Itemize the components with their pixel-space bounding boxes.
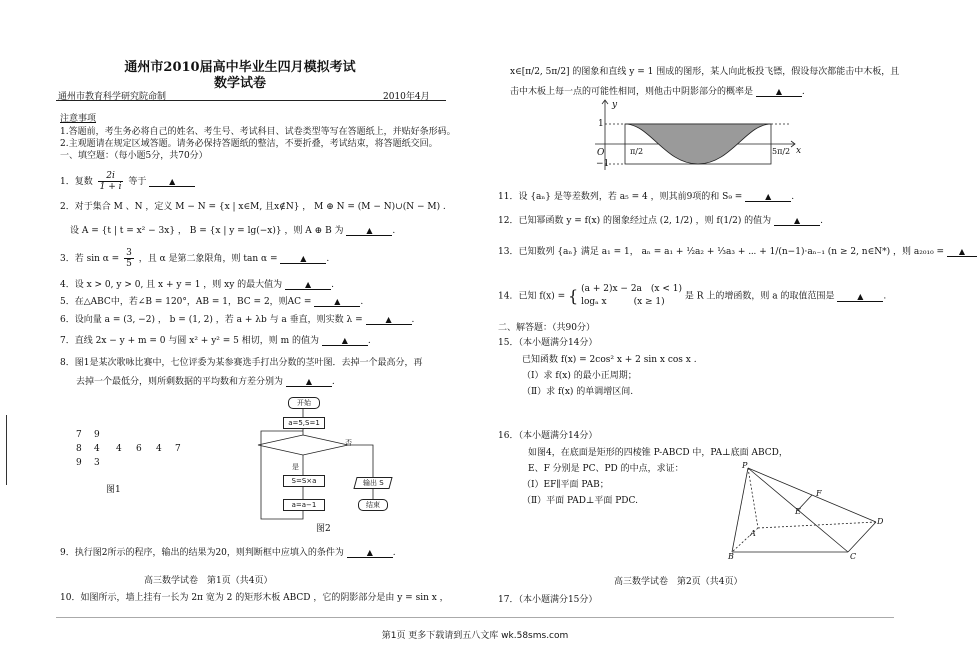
answer-blank[interactable] [280,254,326,264]
question-10-line-1: x∈[π/2, 5π/2] 的图象和直线 y = 1 围成的图形，某人向此板投飞镖，假设每次都能击中木板，且 [510,67,900,77]
question-15-line-3: （Ⅱ）求 f(x) 的单调增区间. [522,387,634,397]
section-1-heading: 一、填空题：（每小题5分，共70分） [60,151,208,161]
flow-no-label: 否 [345,439,352,447]
leaf-value: 4 [94,444,100,454]
figure-2-caption: 图2 [316,524,331,534]
question-3: 3．若 sin α = $\frac{3}{5}$ ，且 α 是第二象限角，则 tan α = ▲ . [60,248,330,269]
question-11: 11．设 {aₙ} 是等差数列，若 a₅ = 4 ，则其前9项的和 S₉ = ▲ . [498,192,795,202]
footer-page-2: 高三数学试卷 第2页（共4页） [614,577,743,587]
question-14: 14．已知 f(x) = { (a + 2)x − 2a (x < 1) logₐ x (x ≥ 1) 是 R 上的增函数，则 a 的取值范围是 ▲ . [498,284,887,307]
question-6: 6．设向量 a = (3, −2) ， b = (1, 2) ，若 a + λb 与 a 垂直，则实数 λ = ▲ . [60,315,415,325]
answer-blank[interactable] [366,315,412,325]
graph-x-label: x [796,146,802,156]
answer-blank[interactable] [947,247,977,257]
question-15-line-2: （Ⅰ）求 f(x) 的最小正周期； [522,371,637,381]
q3-fraction [124,248,134,269]
answer-blank[interactable] [745,192,791,202]
blank-marker-icon: ▲ [765,192,772,201]
pyramid-label-a: A [750,529,756,538]
leaf-value: 4 [156,444,162,454]
question-13 [498,244,977,257]
flow-step-multiply: S=S×a [283,475,325,487]
leaf-value: 3 [94,458,100,468]
q6-text: 6．设向量 a = (3, −2) ， b = (1, 2) ，若 a + λb 与 a 垂直，则实数 λ = [60,315,363,325]
question-10-line-2: 击中木板上每一点的可能性相同，则他击中阴影部分的概率是 ▲ . [510,87,805,97]
pyramid-label-p: P [742,461,748,470]
exam-subtitle: 数学试卷 [213,76,266,91]
blank-marker-icon: ▲ [857,291,864,301]
pyramid-label-d: D [877,517,884,526]
flow-output [353,477,392,489]
graph-y-label: y [612,100,618,110]
question-9: 9．执行图2所示的程序，输出的结果为20，则判断框中应填入的条件为 ▲ . [60,548,396,558]
blank-marker-icon: ▲ [341,336,348,345]
question-15-line-1: 已知函数 f(x) = 2cos² x + 2 sin x cos x . [522,355,697,365]
pyramid-label-f: F [816,489,822,498]
blank-marker-icon: ▲ [366,226,373,235]
pyramid-label-b: B [728,552,734,561]
q1-numerator: 2i [98,171,124,182]
q1-text: 1．复数 [60,177,93,187]
q2-text: 设 A = {t | t = x² − 3x} ， B = {x | y = lg(−x)} ，则 A ⊕ B 为 [70,226,344,236]
question-2-line-1: 2．对于集合 M 、N ，定义 M − N = {x | x∈M, 且x∉N} ， M ⊕ N = (M − N)∪(N − M) . [60,202,446,212]
answer-blank[interactable] [837,292,883,302]
q7-text: 7．直线 2x − y + m = 0 与圆 x² + y² = 5 相切，则 m 的值为 [60,336,319,346]
question-1 [60,171,195,192]
answer-blank[interactable] [347,548,393,558]
leaf-value: 9 [94,430,100,440]
q3-numerator: 3 [126,248,132,258]
answer-blank[interactable] [285,280,331,290]
graph-tick-pi-half: π/2 [630,147,644,156]
figure-1-caption: 图1 [106,485,121,495]
graph-tick-neg1: −1 [596,159,610,169]
blank-marker-icon: ▲ [775,87,782,96]
question-8-line-2: 去掉一个最低分，则所剩数据的平均数和方差分别为 ▲ . [76,377,335,387]
flow-step-decrement: a=a−1 [283,499,325,511]
flow-init: a=5,S=1 [283,417,325,429]
blank-marker-icon: ▲ [300,254,307,263]
q9-text: 9．执行图2所示的程序，输出的结果为20，则判断框中应填入的条件为 [60,548,344,558]
question-16-heading: 16．（本小题满分14分） [498,431,598,441]
q4-text: 4．设 x > 0, y > 0, 且 x + y = 1 ，则 xy 的最大值为 [60,280,283,290]
question-10-line-0: 10．如图所示，墙上挂有一长为 2π 宽为 2 的矩形木板 ABCD ，它的阴影部分是由 y = sin x ， [60,593,449,603]
q11-text: 11．设 {aₙ} 是等差数列，若 a₅ = 4 ，则其前9项的和 S₉ = [498,192,743,202]
answer-blank[interactable] [286,377,332,387]
exam-title: 通州市2010届高中毕业生四月模拟考试 [124,60,356,75]
question-7: 7．直线 2x − y + m = 0 与圆 x² + y² = 5 相切，则 m 的值为 ▲ . [60,336,371,346]
answer-blank[interactable] [322,336,368,346]
question-12: 12．已知幂函数 y = f(x) 的图象经过点 (2, 1/2) ，则 f(1/2) 的值为 ▲ . [498,216,823,226]
graph-origin-label: O [597,148,605,158]
flow-output-text: 输出 S [362,479,384,487]
sine-board-figure [595,98,805,173]
q3-denominator: 5 [126,259,132,269]
leaf-value: 4 [116,444,122,454]
leaf-value: 6 [136,444,142,454]
question-4: 4．设 x > 0, y > 0, 且 x + y = 1 ，则 xy 的最大值为 ▲ . [60,280,334,290]
question-5: 5．在△ABC中，若∠B = 120°，AB = 1，BC = 2，则AC = ▲ . [60,297,364,307]
question-16-line-1: 如图4，在底面是矩形的四棱锥 P-ABCD 中，PA⊥底面 ABCD， [528,448,788,458]
leaf-value: 7 [175,444,181,454]
footer-page-1: 高三数学试卷 第1页（共4页） [144,576,273,586]
question-16-line-3: （Ⅰ）EF∥平面 PAB； [522,480,609,490]
flow-yes-label: 是 [292,463,299,471]
question-15-heading: 15．（本小题满分14分） [498,338,598,348]
question-17-heading: 17．（本小题满分15分） [498,595,598,605]
q8-text: 去掉一个最低分，则所剩数据的平均数和方差分别为 [76,377,284,387]
q14-brace: { [568,286,579,306]
question-2-line-2: 设 A = {t | t = x² − 3x} ， B = {x | y = lg(−x)} ，则 A ⊕ B 为 ▲ . [70,226,396,236]
exam-date: 2010年4月 [383,92,430,102]
question-8-line-1: 8．图1是某次歌咏比赛中，七位评委为某参赛选手打出分数的茎叶图．去掉一个最高分，再 [60,358,423,368]
stem-value: 7 [76,430,82,440]
blank-marker-icon: ▲ [334,297,341,306]
q14-cases [581,283,682,309]
question-16-line-4: （Ⅱ）平面 PAD⊥平面 PDC. [522,496,638,506]
stem-value: 8 [76,444,82,454]
pyramid-label-e: E [795,507,801,516]
q12-text: 12．已知幂函数 y = f(x) 的图象经过点 (2, 1/2) ，则 f(1/2) 的值为 [498,216,772,226]
answer-blank[interactable] [346,226,392,236]
q5-text: 5．在△ABC中，若∠B = 120°，AB = 1，BC = 2，则AC = [60,297,312,307]
graph-tick-1: 1 [598,119,604,129]
pyramid-label-c: C [850,552,857,561]
graph-tick-5pi-half: 5π/2 [772,147,791,156]
blank-marker-icon: ▲ [793,216,801,225]
notice-heading: 注意事项 [60,114,97,124]
page-bottom-rule [56,617,894,618]
q14-text-end: 是 R 上的增函数，则 a 的取值范围是 [684,291,835,302]
q1-denominator: 1 + i [99,182,122,192]
answer-blank[interactable] [314,297,360,307]
question-16-line-2: E、F 分别是 PC、PD 的中点，求证： [528,464,684,474]
answer-blank[interactable] [774,216,820,226]
q10-text: 击中木板上每一点的可能性相同，则他击中阴影部分的概率是 [510,87,754,97]
blank-marker-icon: ▲ [366,548,373,557]
answer-blank[interactable] [149,177,195,187]
flow-end: 结束 [358,499,388,511]
q3-text: 3．若 sin α = [60,254,120,264]
stem-value: 9 [76,458,82,468]
q1-text-end: 等于 [128,177,147,187]
notice-line-1: 1.答题前，考生务必将自己的姓名、考生号、考试科目、试卷类型等写在答题纸上，并贴好条形码。 [60,127,456,137]
pyramid-figure [718,462,888,562]
page-footer: 第1页 更多下载请到五八文库 wk.58sms.com [381,631,569,641]
blank-marker-icon: ▲ [304,280,312,289]
answer-blank[interactable] [756,87,802,97]
flow-start: 开始 [288,397,320,409]
q3-text-end: ，且 α 是第二象限角，则 tan α = [138,254,278,264]
q13-text: 13．已知数列 {aₙ} 满足 a₁ = 1， aₙ = a₁ + ½a₂ + ⅓a₃ + ⋯ + 1/(n−1)·aₙ₋₁ (n ≥ 2, n∈N*) ，则 a₂₀₁₀ = [498,247,945,257]
blank-marker-icon: ▲ [305,377,312,386]
blank-marker-icon: ▲ [385,315,392,324]
q14-case-1: (a + 2)x − 2a (x < 1) [581,284,683,294]
q14-text: 14．已知 [498,291,537,302]
blank-marker-icon: ▲ [958,247,966,256]
binding-edge-line [6,415,7,485]
blank-marker-icon: ▲ [169,177,176,186]
q14-case-2: logₐ x (x ≥ 1) [581,297,665,307]
exam-org: 通州市教育科学研究院命制 [58,92,167,102]
header-rule [56,100,446,101]
q1-fraction [98,171,124,192]
q14-function: f(x) = [539,291,566,302]
notice-line-2: 2.主观题请在规定区域答题。请务必保持答题纸的整洁，不要折叠，考试结束，将答题纸交回。 [60,139,438,149]
section-2-heading: 二、解答题：（共90分） [498,323,595,333]
